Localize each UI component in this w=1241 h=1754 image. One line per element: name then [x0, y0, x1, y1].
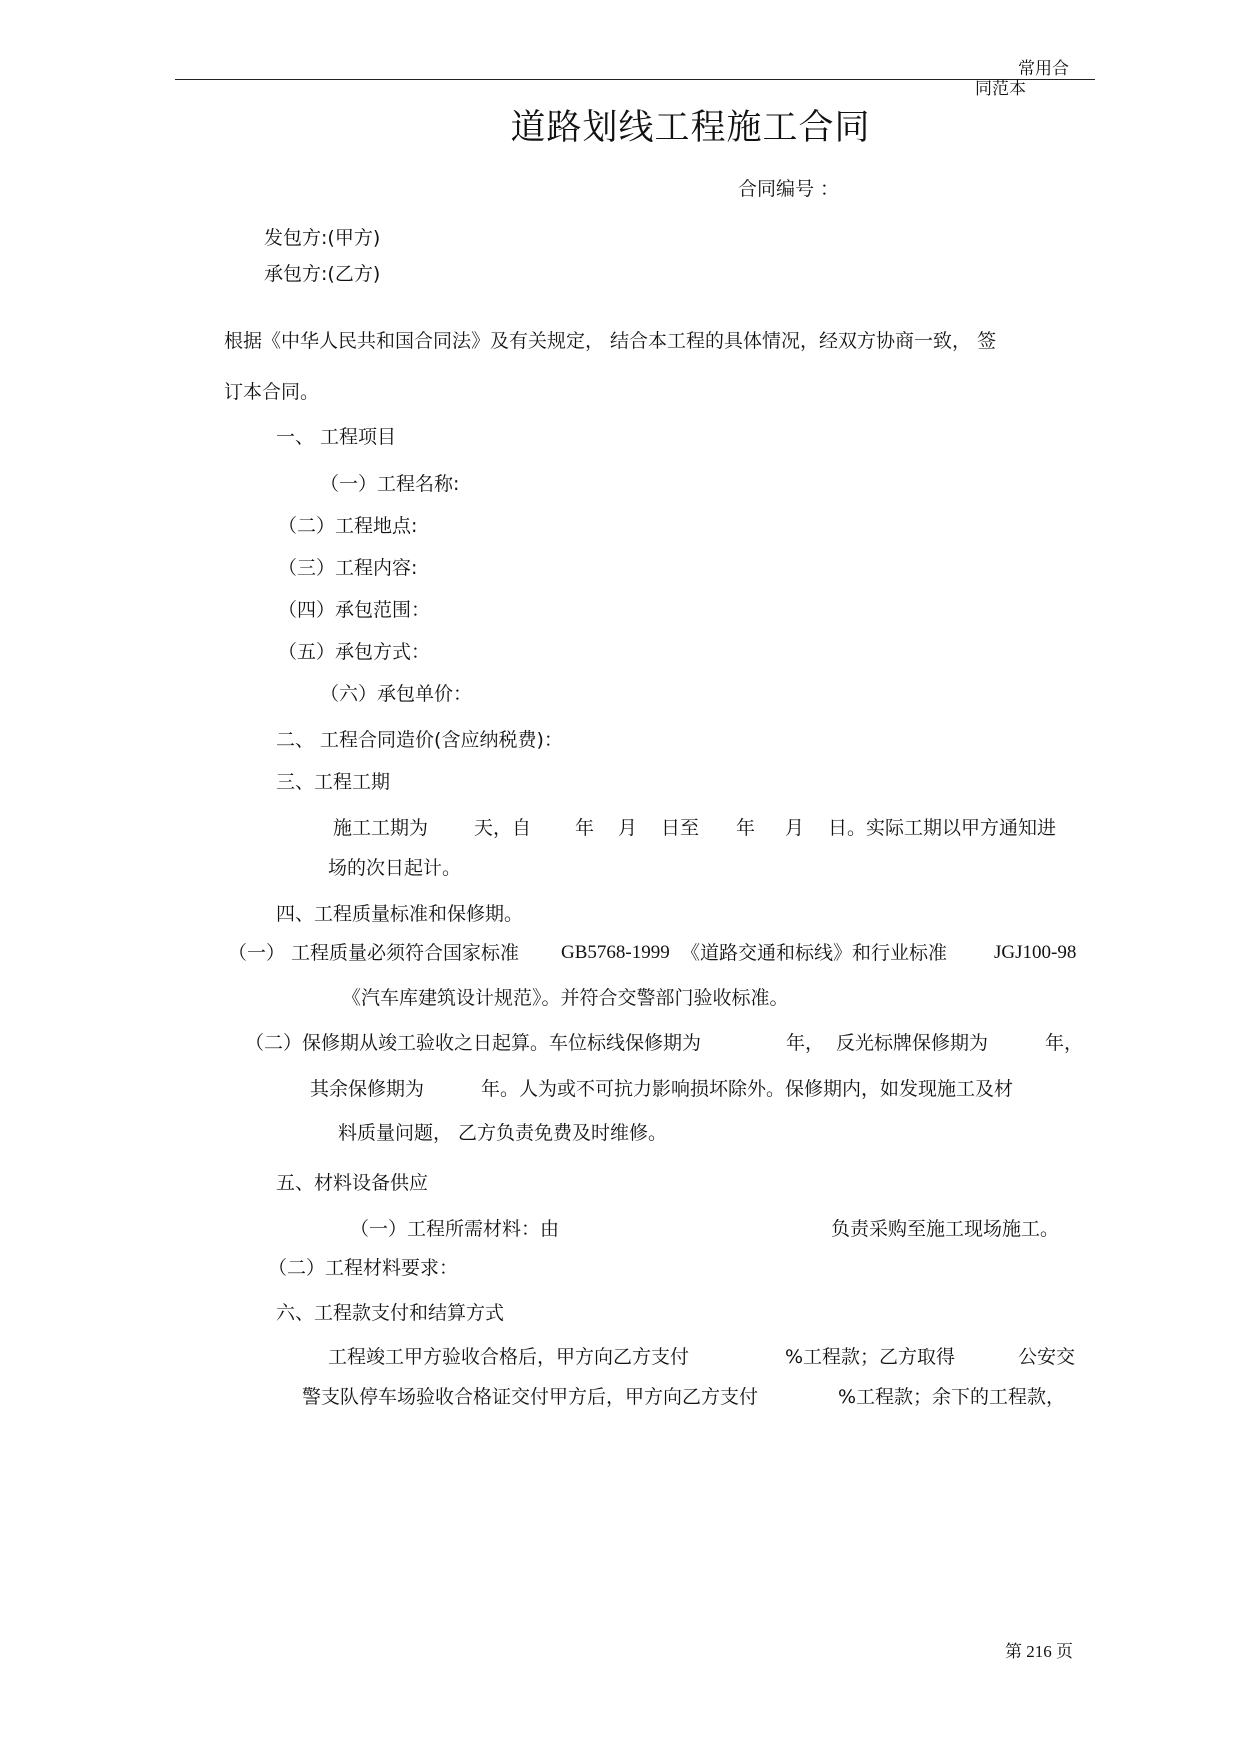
- page-footer: [1005, 1637, 1073, 1662]
- intro-line-1: 根据《中华人民共和国合同法》及有关规定， 结合本工程的具体情况，经双方协商一致， 签: [224, 330, 997, 352]
- sec6-line2-text-2: %工程款；余下的工程款，: [838, 1386, 1066, 1408]
- footer-suffix: 页: [1056, 1642, 1073, 1661]
- document-title: 道路划线工程施工合同: [510, 108, 871, 148]
- sec1-item-method: （五）承包方式：: [278, 641, 431, 663]
- page-number: 216: [1026, 1642, 1052, 1661]
- sec4-item2-text-2: 年，: [786, 1032, 825, 1054]
- header-rule: [175, 79, 1095, 80]
- section-6-heading: 六、工程款支付和结算方式: [276, 1302, 505, 1324]
- footer-prefix: 第: [1005, 1642, 1022, 1661]
- sec1-item-name: （一）工程名称:: [320, 473, 460, 495]
- sec1-item-scope: （四）承包范围：: [278, 599, 431, 621]
- header-label-bottom: 同范本: [975, 79, 1026, 99]
- party-b: 承包方:(乙方): [264, 263, 381, 285]
- period-text-7: 月: [785, 817, 805, 839]
- sec4-item2-line2-text-1: 其余保修期为: [310, 1078, 425, 1100]
- sec4-item1-text-b: 《道路交通和标线》和行业标准: [681, 942, 948, 964]
- period-text-1: 施工工期为: [333, 817, 429, 839]
- sec4-item2-text-1: （二）保修期从竣工验收之日起算。车位标线保修期为: [245, 1032, 702, 1054]
- section-5-heading: 五、材料设备供应: [276, 1172, 429, 1194]
- sec1-item-content: （三）工程内容:: [278, 557, 418, 579]
- sec4-item1-standard-1: GB5768-1999: [561, 942, 670, 963]
- period-text-4: 月: [618, 817, 638, 839]
- sec5-item1-text-2: 负责采购至施工现场施工。: [831, 1218, 1060, 1240]
- header-label-top: 常用合: [1018, 59, 1069, 79]
- sec1-item-location: （二）工程地点:: [278, 515, 418, 537]
- sec4-item2-line2-text-2: 年。人为或不可抗力影响损坏除外。保修期内，如发现施工及材: [481, 1078, 1014, 1100]
- sec1-item-unit-price: （六）承包单价：: [320, 683, 473, 705]
- sec6-line1-text-3: 公安交: [1018, 1346, 1076, 1368]
- sec6-line2-text-1: 警支队停车场验收合格证交付甲方后，甲方向乙方支付: [302, 1386, 759, 1408]
- period-text-3: 年: [575, 817, 595, 839]
- contract-number-label: 合同编号 ：: [738, 178, 840, 200]
- sec5-item-2: （二）工程材料要求：: [268, 1257, 459, 1279]
- section-1-heading: 一、 工程项目: [276, 426, 397, 448]
- section-2-heading: 二、 工程合同造价(含应纳税费)：: [276, 729, 563, 751]
- sec4-item1-line-2: 《汽车库建筑设计规范》。并符合交警部门验收标准。: [342, 987, 789, 1009]
- section-4-heading: 四、工程质量标准和保修期。: [276, 903, 524, 925]
- sec4-item1-text-a: （一） 工程质量必须符合国家标准: [228, 942, 520, 964]
- period-text-6: 年: [736, 817, 756, 839]
- period-text-8: 日。实际工期以甲方通知进: [828, 817, 1057, 839]
- sec6-line1-text-2: %工程款；乙方取得: [785, 1346, 956, 1368]
- sec3-line-2: 场的次日起计。: [328, 857, 462, 879]
- sec6-line1-text-1: 工程竣工甲方验收合格后，甲方向乙方支付: [328, 1346, 690, 1368]
- sec4-item2-line-3: 料质量问题， 乙方负责免费及时维修。: [338, 1122, 668, 1144]
- section-3-heading: 三、工程工期: [276, 771, 391, 793]
- sec4-item1-standard-2: JGJ100-98: [994, 942, 1077, 963]
- sec4-item2-text-4: 年，: [1045, 1032, 1084, 1054]
- party-a: 发包方:(甲方): [264, 227, 381, 249]
- sec4-item2-text-3: 反光标牌保修期为: [836, 1032, 989, 1054]
- intro-line-2: 订本合同。: [224, 381, 320, 403]
- period-text-5: 日至: [661, 817, 700, 839]
- period-text-2: 天，自: [474, 817, 532, 839]
- sec5-item1-text-1: （一）工程所需材料：由: [350, 1218, 560, 1240]
